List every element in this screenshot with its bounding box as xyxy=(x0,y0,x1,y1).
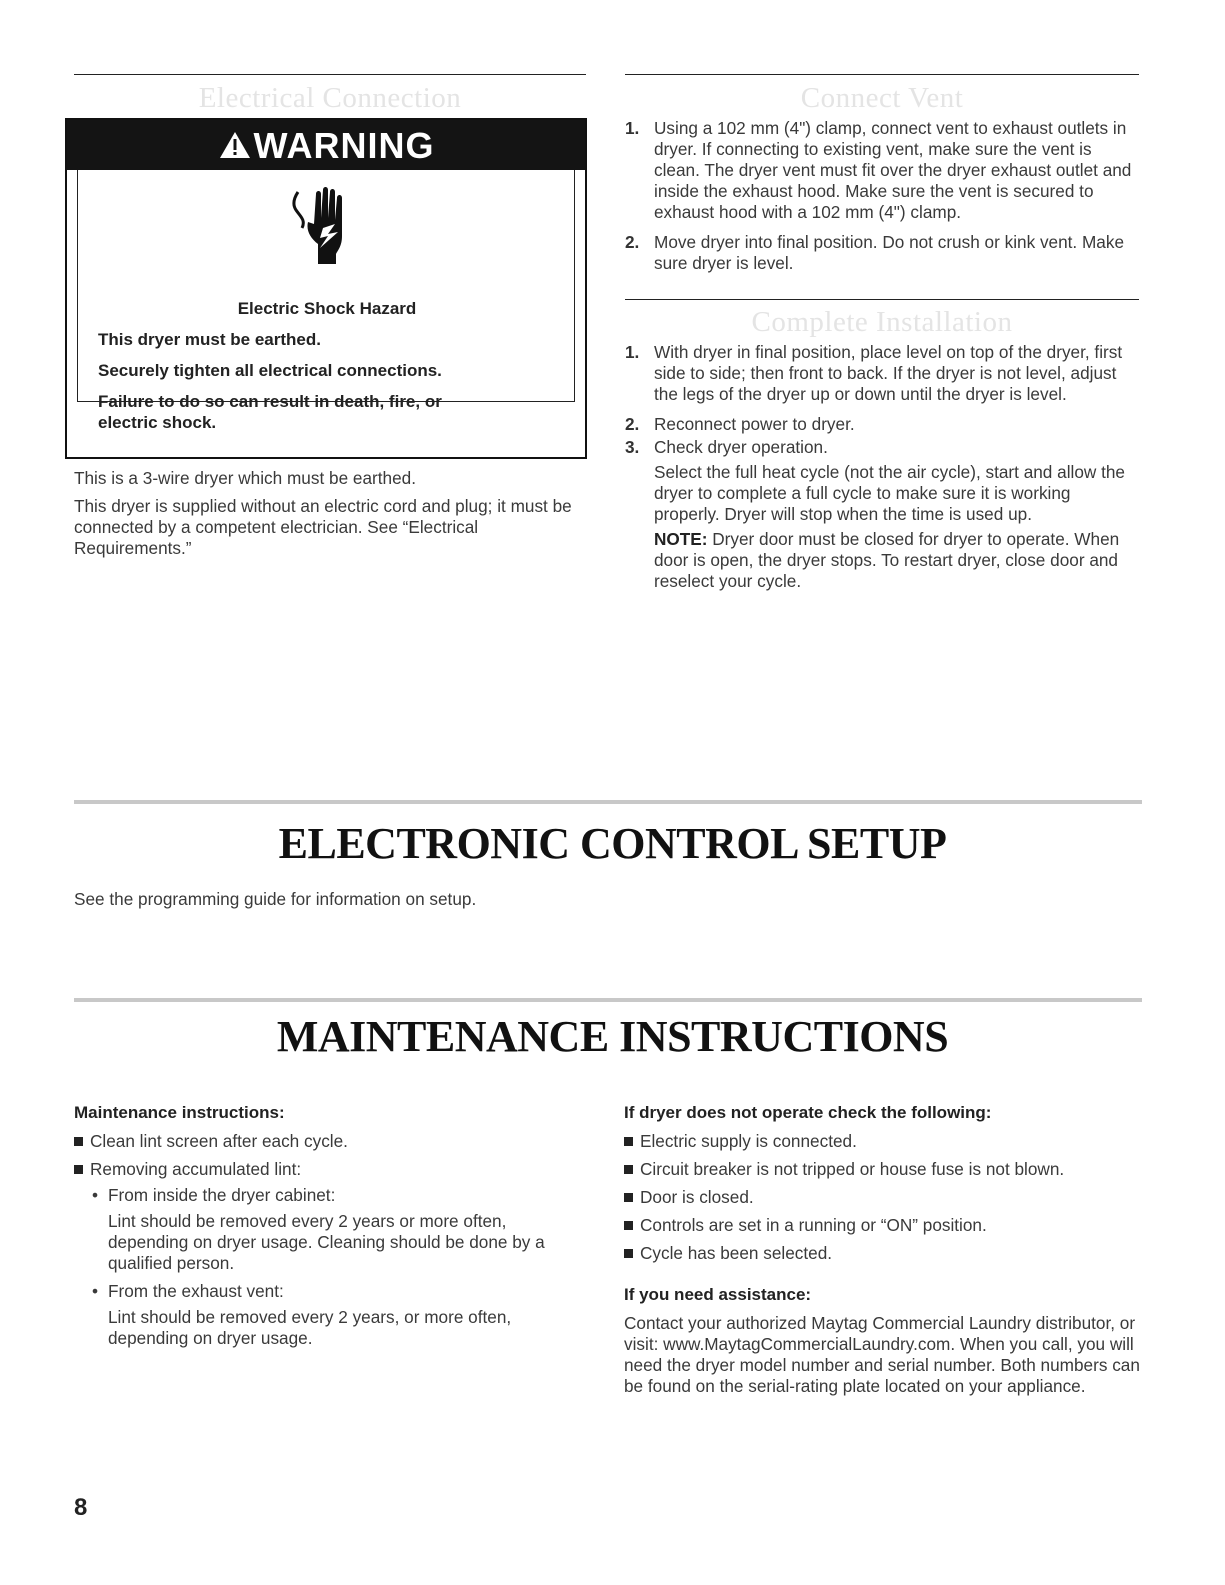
list-item xyxy=(74,1131,584,1152)
step-number: 1. xyxy=(625,342,640,362)
paragraph: This is a 3-wire dryer which must be earthed. xyxy=(74,468,416,488)
warning-line: This dryer must be earthed. xyxy=(98,330,321,349)
maintenance-left-column xyxy=(74,1102,584,1356)
warning-text xyxy=(79,298,575,443)
item-text: Clean lint screen after each cycle. xyxy=(90,1131,348,1151)
warning-line: Failure to do so can result in death, fire, or electric shock. xyxy=(98,392,442,432)
sub-list-item xyxy=(74,1185,584,1274)
sub-item-label: From inside the dryer cabinet: xyxy=(108,1185,336,1205)
step-item xyxy=(625,437,1139,592)
square-bullet-icon xyxy=(74,1137,83,1146)
check-text: Controls are set in a running or “ON” position. xyxy=(640,1215,987,1235)
troubleshoot-heading: If dryer does not operate check the following: xyxy=(624,1103,992,1122)
electronic-control-divider xyxy=(74,800,1142,804)
assistance-text: Contact your authorized Maytag Commercial Laundry distributor, or visit: www.MaytagCommercialLaundry.com. When you call, you will need the dryer model number and serial number. Both numbers can be found on the serial-rating plate located on your appliance. xyxy=(624,1313,1140,1396)
maintenance-title: MAINTENANCE INSTRUCTIONS xyxy=(276,1012,949,1061)
step-item xyxy=(625,232,1139,274)
complete-installation-title: Complete Installation xyxy=(751,306,1013,338)
dot-bullet-icon: • xyxy=(92,1185,99,1205)
step-number: 3. xyxy=(625,437,640,457)
electrical-rule xyxy=(74,74,586,75)
step-detail: Select the full heat cycle (not the air cycle), start and allow the dryer to complete a full cycle to make sure it is working properly. Dryer will stop when the time is used up. xyxy=(654,462,1125,524)
step-item xyxy=(625,118,1139,223)
step-number: 1. xyxy=(625,118,640,138)
maintenance-right-column xyxy=(624,1102,1144,1404)
square-bullet-icon xyxy=(624,1165,633,1174)
warning-label: WARNING xyxy=(253,125,435,166)
warning-header xyxy=(67,120,585,170)
square-bullet-icon xyxy=(624,1137,633,1146)
complete-installation-steps xyxy=(625,342,1139,601)
step-item xyxy=(625,342,1139,405)
check-text: Circuit breaker is not tripped or house fuse is not blown. xyxy=(640,1159,1065,1179)
step-item xyxy=(625,414,1139,435)
step-text: With dryer in final position, place level on top of the dryer, first side to side; then front to back. If the dryer is not level, adjust the legs of the dryer up or down until the dryer is level. xyxy=(654,342,1123,404)
check-item xyxy=(624,1243,1144,1264)
check-text: Electric supply is connected. xyxy=(640,1131,857,1151)
item-text: Removing accumulated lint: xyxy=(90,1159,302,1179)
step-number: 2. xyxy=(625,232,640,252)
square-bullet-icon xyxy=(74,1165,83,1174)
warning-triangle-icon xyxy=(218,122,252,174)
check-item xyxy=(624,1187,1144,1208)
square-bullet-icon xyxy=(624,1193,633,1202)
square-bullet-icon xyxy=(624,1221,633,1230)
check-item xyxy=(624,1159,1144,1180)
dot-bullet-icon: • xyxy=(92,1281,99,1301)
step-text: Using a 102 mm (4") clamp, connect vent to exhaust outlets in dryer. If connecting to existing vent, make sure the vent is clean. The dryer vent must fit over the dryer exhaust outlet and inside the exhaust hood. Make sure the vent is secured to exhaust hood with a 102 mm (4") clamp. xyxy=(654,118,1132,222)
electronic-control-text: See the programming guide for information on setup. xyxy=(74,889,477,909)
sub-item-text: Lint should be removed every 2 years or more often, depending on dryer usage. Cleaning should be done by a qualified person. xyxy=(108,1211,545,1273)
step-text: Move dryer into final position. Do not crush or kink vent. Make sure dryer is level. xyxy=(654,232,1125,273)
complete-installation-rule xyxy=(625,299,1139,300)
step-number: 2. xyxy=(625,414,640,434)
connect-vent-rule xyxy=(625,74,1139,75)
square-bullet-icon xyxy=(624,1249,633,1258)
step-note xyxy=(654,529,1139,592)
check-item xyxy=(624,1131,1144,1152)
paragraph: This dryer is supplied without an electric cord and plug; it must be connected by a competent electrician. See “Electrical Requirements.” xyxy=(74,496,572,558)
step-text: Check dryer operation. xyxy=(654,437,828,457)
connect-vent-title: Connect Vent xyxy=(800,82,964,114)
note-label: NOTE: xyxy=(654,529,708,549)
page-number: 8 xyxy=(74,1494,88,1521)
check-text: Door is closed. xyxy=(640,1187,754,1207)
electronic-control-title: ELECTRONIC CONTROL SETUP xyxy=(278,819,947,868)
note-text: Dryer door must be closed for dryer to operate. When door is open, the dryer stops. To restart dryer, close door and reselect your cycle. xyxy=(654,529,1120,591)
maintenance-divider xyxy=(74,998,1142,1002)
sub-item-text: Lint should be removed every 2 years, or more often, depending on dryer usage. xyxy=(108,1307,512,1348)
warning-line: Securely tighten all electrical connections. xyxy=(98,361,442,380)
sub-list-item xyxy=(74,1281,584,1349)
check-item xyxy=(624,1215,1144,1236)
check-text: Cycle has been selected. xyxy=(640,1243,833,1263)
warning-box xyxy=(65,118,587,459)
sub-item-label: From the exhaust vent: xyxy=(108,1281,284,1301)
step-text: Reconnect power to dryer. xyxy=(654,414,855,434)
connect-vent-steps xyxy=(625,118,1139,283)
electrical-connection-title: Electrical Connection xyxy=(198,82,462,114)
maintenance-heading: Maintenance instructions: xyxy=(74,1103,285,1122)
list-item xyxy=(74,1159,584,1349)
hazard-title: Electric Shock Hazard xyxy=(237,299,417,318)
electrical-paragraphs xyxy=(74,468,584,566)
electric-shock-hand-icon xyxy=(290,184,362,271)
assistance-heading: If you need assistance: xyxy=(624,1285,812,1304)
